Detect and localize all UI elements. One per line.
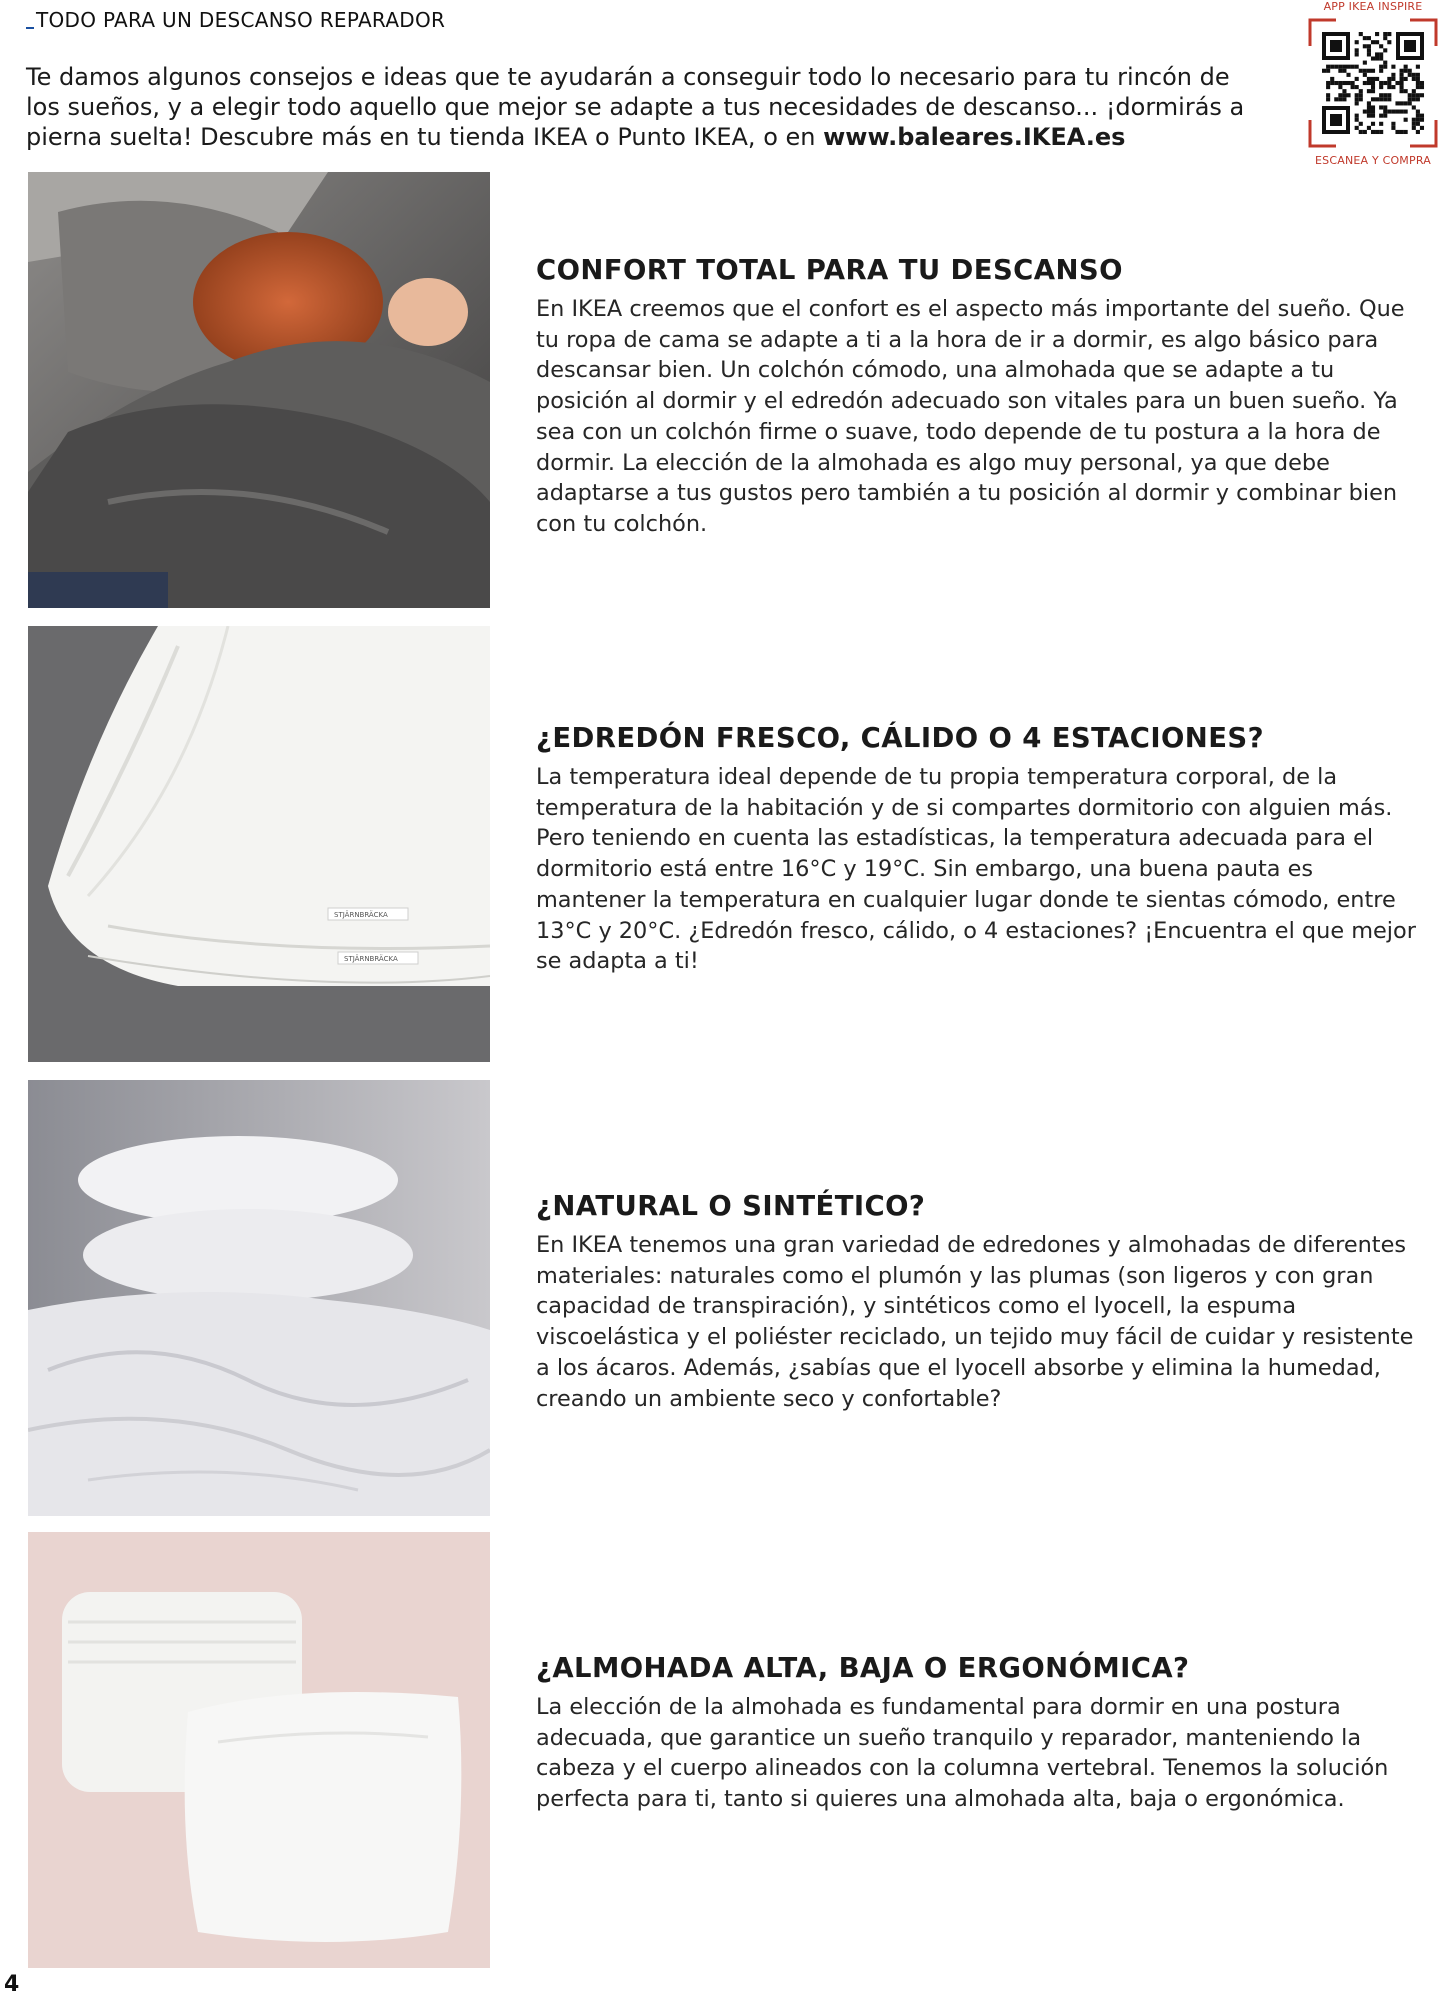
- qr-module: [1383, 110, 1387, 114]
- qr-module: [1420, 118, 1424, 122]
- qr-label-bottom: ESCANEA Y COMPRA: [1315, 154, 1431, 167]
- qr-module: [1330, 65, 1334, 69]
- qr-module: [1355, 77, 1359, 81]
- qr-module: [1326, 81, 1330, 85]
- qr-module: [1334, 65, 1338, 69]
- qr-module: [1367, 48, 1371, 52]
- qr-module: [1379, 44, 1383, 48]
- qr-module: [1416, 110, 1420, 114]
- qr-module: [1383, 48, 1387, 52]
- qr-module: [1371, 114, 1375, 118]
- qr-module: [1371, 40, 1375, 44]
- qr-module: [1355, 101, 1359, 105]
- qr-module: [1359, 122, 1363, 126]
- qr-module: [1408, 101, 1412, 105]
- qr-module: [1338, 81, 1342, 85]
- qr-module: [1375, 97, 1379, 101]
- qr-module: [1355, 85, 1359, 89]
- qr-module: [1351, 81, 1355, 85]
- qr-module: [1363, 69, 1367, 73]
- qr-module: [1391, 122, 1395, 126]
- qr-module: [1400, 69, 1404, 73]
- qr-module: [1420, 81, 1424, 85]
- qr-module: [1383, 93, 1387, 97]
- qr-module: [1387, 97, 1391, 101]
- qr-module: [1355, 118, 1359, 122]
- qr-module: [1383, 81, 1387, 85]
- intro-text: Te damos algunos consejos e ideas que te ayudarán a conseguir todo lo necesario para tu rincón de los sueños, y a elegir todo aquello que mejor se adapte a tus necesidades de descanso... ¡dormirás a pierna suelta! Descubre más en tu tienda IKEA o Punto IKEA, o en: [26, 63, 1245, 151]
- qr-block[interactable]: [1306, 0, 1440, 172]
- qr-module: [1326, 85, 1330, 89]
- qr-module: [1355, 40, 1359, 44]
- qr-module: [1338, 65, 1342, 69]
- qr-module: [1371, 77, 1375, 81]
- qr-module: [1359, 130, 1363, 134]
- qr-module: [1404, 101, 1408, 105]
- qr-module: [1391, 85, 1395, 89]
- qr-module: [1338, 85, 1342, 89]
- qr-module: [1387, 110, 1391, 114]
- qr-module: [1379, 65, 1383, 69]
- qr-module: [1355, 97, 1359, 101]
- qr-module: [1387, 32, 1391, 36]
- photo-duvet-image: [28, 626, 490, 1062]
- photo-duvet: [28, 626, 490, 1062]
- qr-module: [1379, 81, 1383, 85]
- qr-module: [1363, 61, 1367, 65]
- qr-module: [1338, 97, 1342, 101]
- qr-module: [1371, 81, 1375, 85]
- qr-module: [1371, 56, 1375, 60]
- qr-module: [1412, 126, 1416, 130]
- qr-module: [1379, 105, 1383, 109]
- qr-module: [1367, 69, 1371, 73]
- qr-module: [1375, 56, 1379, 60]
- qr-module: [1379, 130, 1383, 134]
- qr-module: [1400, 77, 1404, 81]
- qr-module: [1412, 118, 1416, 122]
- qr-module: [1416, 73, 1420, 77]
- qr-module: [1391, 110, 1395, 114]
- page-number: 4: [4, 1972, 20, 1997]
- qr-module: [1371, 89, 1375, 93]
- qr-module: [1346, 81, 1350, 85]
- section-materials-body: En IKEA tenemos una gran variedad de edredones y almohadas de diferentes materiales: naturales como el plumón y las plumas (son ligeros y con gran capacidad de transpiración), y sintéticos como el lyocell, la espuma viscoelástica y el poliéster reciclado, un tejido muy fácil de cuidar y resistente a los ácaros. Además, ¿sabías que el lyocell absorbe y elimina la humedad, creando un ambiente seco y confortable?: [536, 1232, 1414, 1412]
- qr-label-top: APP IKEA INSPIRE: [1323, 0, 1423, 13]
- qr-module: [1395, 110, 1399, 114]
- qr-module: [1363, 73, 1367, 77]
- qr-module: [1420, 85, 1424, 89]
- qr-module: [1400, 89, 1404, 93]
- section-pillow: [536, 1652, 1426, 1815]
- qr-module: [1363, 44, 1367, 48]
- qr-module: [1395, 130, 1399, 134]
- qr-module: [1416, 81, 1420, 85]
- qr-module: [1359, 32, 1363, 36]
- qr-module: [1412, 93, 1416, 97]
- qr-module: [1351, 85, 1355, 89]
- qr-module: [1400, 130, 1404, 134]
- qr-module: [1342, 81, 1346, 85]
- qr-module: [1412, 77, 1416, 81]
- qr-module: [1416, 114, 1420, 118]
- qr-module: [1355, 48, 1359, 52]
- qr-module: [1395, 81, 1399, 85]
- qr-module: [1400, 85, 1404, 89]
- section-comfort-body: En IKEA creemos que el confort es el aspecto más importante del sueño. Que tu ropa de cama se adapte a ti a la hora de ir a dormir, es algo básico para descansar bien. Un colchón cómodo, una almohada que se adapte a tu posición al dormir y el edredón adecuado son vitales para un buen sueño. Ya sea con un colchón firme o suave, todo depende de tu postura a la hora de dormir. La elección de la almohada es algo muy personal, ya que debe adaptarse a tus gustos pero también a tu posición al dormir y combinar bien con tu colchón.: [536, 296, 1405, 537]
- qr-module: [1420, 114, 1424, 118]
- qr-module: [1367, 105, 1371, 109]
- qr-module: [1391, 73, 1395, 77]
- qr-module: [1416, 97, 1420, 101]
- qr-module: [1371, 97, 1375, 101]
- qr-module: [1375, 77, 1379, 81]
- qr-module: [1379, 52, 1383, 56]
- qr-module: [1408, 93, 1412, 97]
- qr-module: [1416, 122, 1420, 126]
- qr-module: [1400, 73, 1404, 77]
- qr-module: [1326, 65, 1330, 69]
- qr-module: [1416, 85, 1420, 89]
- qr-module: [1342, 65, 1346, 69]
- qr-module: [1375, 52, 1379, 56]
- page-title-text: TODO PARA UN DESCANSO REPARADOR: [36, 8, 446, 32]
- qr-module: [1404, 69, 1408, 73]
- qr-module: [1391, 77, 1395, 81]
- qr-module: [1326, 97, 1330, 101]
- qr-module: [1367, 81, 1371, 85]
- qr-module: [1404, 65, 1408, 69]
- section-pillow-body: La elección de la almohada es fundamental para dormir en una postura adecuada, que garantice un sueño tranquilo y reparador, manteniendo la cabeza y el cuerpo alineados con la columna vertebral. Tenemos la solución perfecta para ti, tanto si quieres una almohada alta, baja o ergonómica.: [536, 1694, 1389, 1813]
- qr-module: [1400, 81, 1404, 85]
- qr-module: [1416, 93, 1420, 97]
- qr-module: [1326, 69, 1330, 73]
- qr-module: [1412, 122, 1416, 126]
- qr-module: [1404, 130, 1408, 134]
- qr-module: [1338, 69, 1342, 73]
- qr-module: [1391, 65, 1395, 69]
- qr-module: [1371, 110, 1375, 114]
- duvet-label-1: STJÄRNBRÄCKA: [334, 911, 388, 919]
- qr-module: [1383, 32, 1387, 36]
- qr-module: [1379, 97, 1383, 101]
- qr-module: [1322, 69, 1326, 73]
- qr-module: [1351, 65, 1355, 69]
- qr-module: [1342, 93, 1346, 97]
- qr-module: [1379, 114, 1383, 118]
- qr-module: [1371, 122, 1375, 126]
- qr-module: [1420, 93, 1424, 97]
- qr-module: [1326, 93, 1330, 97]
- qr-module: [1338, 93, 1342, 97]
- qr-module: [1375, 32, 1379, 36]
- qr-module: [1367, 110, 1371, 114]
- photo-sleeping-woman: [28, 172, 490, 608]
- qr-module: [1400, 110, 1404, 114]
- qr-module: [1404, 118, 1408, 122]
- qr-module: [1342, 69, 1346, 73]
- qr-module: [1346, 65, 1350, 69]
- qr-module: [1416, 65, 1420, 69]
- section-duvet-title: ¿EDREDÓN FRESCO, CÁLIDO O 4 ESTACIONES?: [536, 722, 1264, 754]
- qr-module: [1342, 89, 1346, 93]
- duvet-label-2: STJÄRNBRÄCKA: [344, 955, 398, 963]
- qr-module: [1404, 89, 1408, 93]
- qr-module: [1334, 81, 1338, 85]
- section-duvet: [536, 722, 1426, 977]
- qr-module: [1420, 126, 1424, 130]
- qr-module: [1367, 44, 1371, 48]
- qr-module: [1387, 93, 1391, 97]
- qr-module: [1387, 81, 1391, 85]
- qr-module: [1355, 52, 1359, 56]
- section-comfort-title: CONFORT TOTAL PARA TU DESCANSO: [536, 254, 1123, 286]
- qr-module: [1379, 69, 1383, 73]
- qr-module: [1391, 126, 1395, 130]
- section-comfort: [536, 254, 1426, 540]
- qr-module: [1383, 97, 1387, 101]
- qr-module: [1408, 73, 1412, 77]
- qr-module: [1408, 69, 1412, 73]
- qr-module: [1342, 97, 1346, 101]
- website-link[interactable]: www.baleares.IKEA.es: [823, 123, 1126, 151]
- qr-module: [1383, 105, 1387, 109]
- qr-module: [1359, 97, 1363, 101]
- qr-module: [1367, 126, 1371, 130]
- qr-module: [1387, 85, 1391, 89]
- qr-module: [1412, 89, 1416, 93]
- qr-module: [1367, 89, 1371, 93]
- qr-module: [1404, 110, 1408, 114]
- section-pillow-title: ¿ALMOHADA ALTA, BAJA O ERGONÓMICA?: [536, 1652, 1190, 1684]
- qr-module: [1371, 105, 1375, 109]
- qr-module: [1416, 77, 1420, 81]
- qr-module: [1363, 110, 1367, 114]
- page-title: [26, 8, 445, 32]
- photo-sleeping-woman-image: [28, 172, 490, 608]
- qr-module: [1408, 97, 1412, 101]
- qr-module: [1387, 77, 1391, 81]
- section-materials: [536, 1190, 1426, 1414]
- qr-module: [1383, 36, 1387, 40]
- qr-module: [1330, 77, 1334, 81]
- qr-module: [1412, 73, 1416, 77]
- qr-module: [1375, 130, 1379, 134]
- qr-module: [1367, 77, 1371, 81]
- qr-module: [1404, 77, 1408, 81]
- qr-module: [1367, 101, 1371, 105]
- section-materials-title: ¿NATURAL O SINTÉTICO?: [536, 1190, 926, 1222]
- qr-module: [1412, 97, 1416, 101]
- qr-module: [1412, 105, 1416, 109]
- title-mark: [26, 27, 34, 29]
- qr-module: [1383, 65, 1387, 69]
- qr-code-icon[interactable]: [1306, 16, 1440, 150]
- qr-module: [1395, 101, 1399, 105]
- qr-module: [1379, 56, 1383, 60]
- intro-paragraph: [26, 62, 1256, 152]
- qr-module: [1379, 122, 1383, 126]
- qr-module: [1371, 85, 1375, 89]
- qr-module: [1363, 130, 1367, 134]
- qr-module: [1367, 52, 1371, 56]
- qr-module: [1359, 93, 1363, 97]
- qr-module: [1371, 130, 1375, 134]
- qr-module: [1400, 101, 1404, 105]
- qr-module: [1334, 97, 1338, 101]
- qr-module: [1346, 93, 1350, 97]
- qr-module: [1371, 69, 1375, 73]
- qr-module: [1346, 73, 1350, 77]
- photo-pillows-stack-image: [28, 1080, 490, 1516]
- qr-module: [1379, 85, 1383, 89]
- qr-module: [1359, 89, 1363, 93]
- qr-module: [1359, 69, 1363, 73]
- qr-module: [1416, 118, 1420, 122]
- qr-module: [1416, 130, 1420, 134]
- qr-module: [1363, 36, 1367, 40]
- qr-module: [1383, 61, 1387, 65]
- qr-module: [1363, 81, 1367, 85]
- qr-module: [1375, 40, 1379, 44]
- qr-module: [1355, 126, 1359, 130]
- photo-pillows-stack: [28, 1080, 490, 1516]
- qr-module: [1355, 93, 1359, 97]
- photo-ergonomic-pillows-image: [28, 1532, 490, 1968]
- section-duvet-body: La temperatura ideal depende de tu propia temperatura corporal, de la temperatura de la habitación y de si compartes dormitorio con alguien más. Pero teniendo en cuenta las estadísticas, la temperatura adecuada para el dormitorio está entre 16°C y 19°C. Sin embargo, una buena pauta es mantener la temperatura en cualquier lugar donde te sientas cómodo, entre 13°C y 20°C. ¿Edredón fresco, cálido, o 4 estaciones? ¡Encuentra el que mejor se adapta a ti!: [536, 764, 1416, 975]
- qr-module: [1367, 114, 1371, 118]
- qr-module: [1355, 114, 1359, 118]
- qr-module: [1387, 40, 1391, 44]
- qr-module: [1379, 93, 1383, 97]
- qr-module: [1383, 114, 1387, 118]
- photo-ergonomic-pillows: [28, 1532, 490, 1968]
- qr-module: [1367, 36, 1371, 40]
- qr-module: [1330, 81, 1334, 85]
- qr-module: [1355, 65, 1359, 69]
